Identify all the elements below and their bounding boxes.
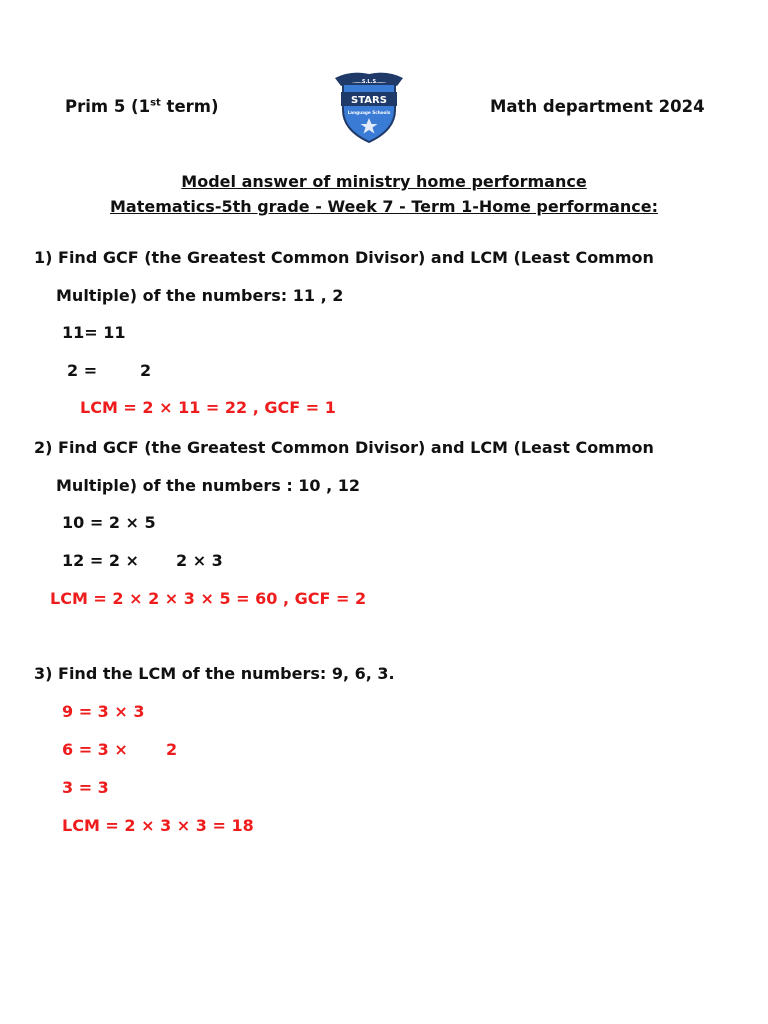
q3-factorization-6-value: 2 [166, 740, 178, 759]
q3-factorization-9: 9 = 3 × 3 [62, 702, 145, 721]
page-title: Model answer of ministry home performance [181, 172, 587, 191]
q2-prompt-line1: 2) Find GCF (the Greatest Common Divisor) and LCM (Least Common [34, 438, 654, 457]
department-year-label: Math department 2024 [490, 97, 705, 116]
q3-answer: LCM = 2 × 3 × 3 = 18 [62, 816, 254, 835]
q3-factorization-3: 3 = 3 [62, 778, 109, 797]
q2-factorization-12-value: 2 × 3 [176, 551, 223, 570]
logo-top-text: S.L.S [361, 79, 377, 85]
q3-factorization-6-label: 6 = 3 × [62, 740, 128, 759]
logo-text: STARS [351, 95, 387, 106]
logo-bottom-text: Language Schools [347, 110, 391, 115]
page-subtitle: Matematics-5th grade - Week 7 - Term 1-Home performance: [110, 197, 658, 216]
q1-answer: LCM = 2 × 11 = 22 , GCF = 1 [80, 398, 336, 417]
school-logo [331, 68, 407, 144]
q1-prompt-line1: 1) Find GCF (the Greatest Common Divisor) and LCM (Least Common [34, 248, 654, 267]
q1-prompt-line2: Multiple) of the numbers: 11 , 2 [56, 286, 344, 305]
grade-term-label: Prim 5 (1st term) [65, 97, 219, 116]
q2-factorization-10: 10 = 2 × 5 [62, 513, 156, 532]
q1-factorization-2-label: 2 = [67, 361, 98, 380]
q3-prompt: 3) Find the LCM of the numbers: 9, 6, 3. [34, 664, 395, 683]
q1-factorization-2-value: 2 [140, 361, 152, 380]
q2-factorization-12-label: 12 = 2 × [62, 551, 139, 570]
q2-answer: LCM = 2 × 2 × 3 × 5 = 60 , GCF = 2 [50, 589, 367, 608]
q2-prompt-line2: Multiple) of the numbers : 10 , 12 [56, 476, 361, 495]
q1-factorization-11: 11= 11 [62, 323, 126, 342]
